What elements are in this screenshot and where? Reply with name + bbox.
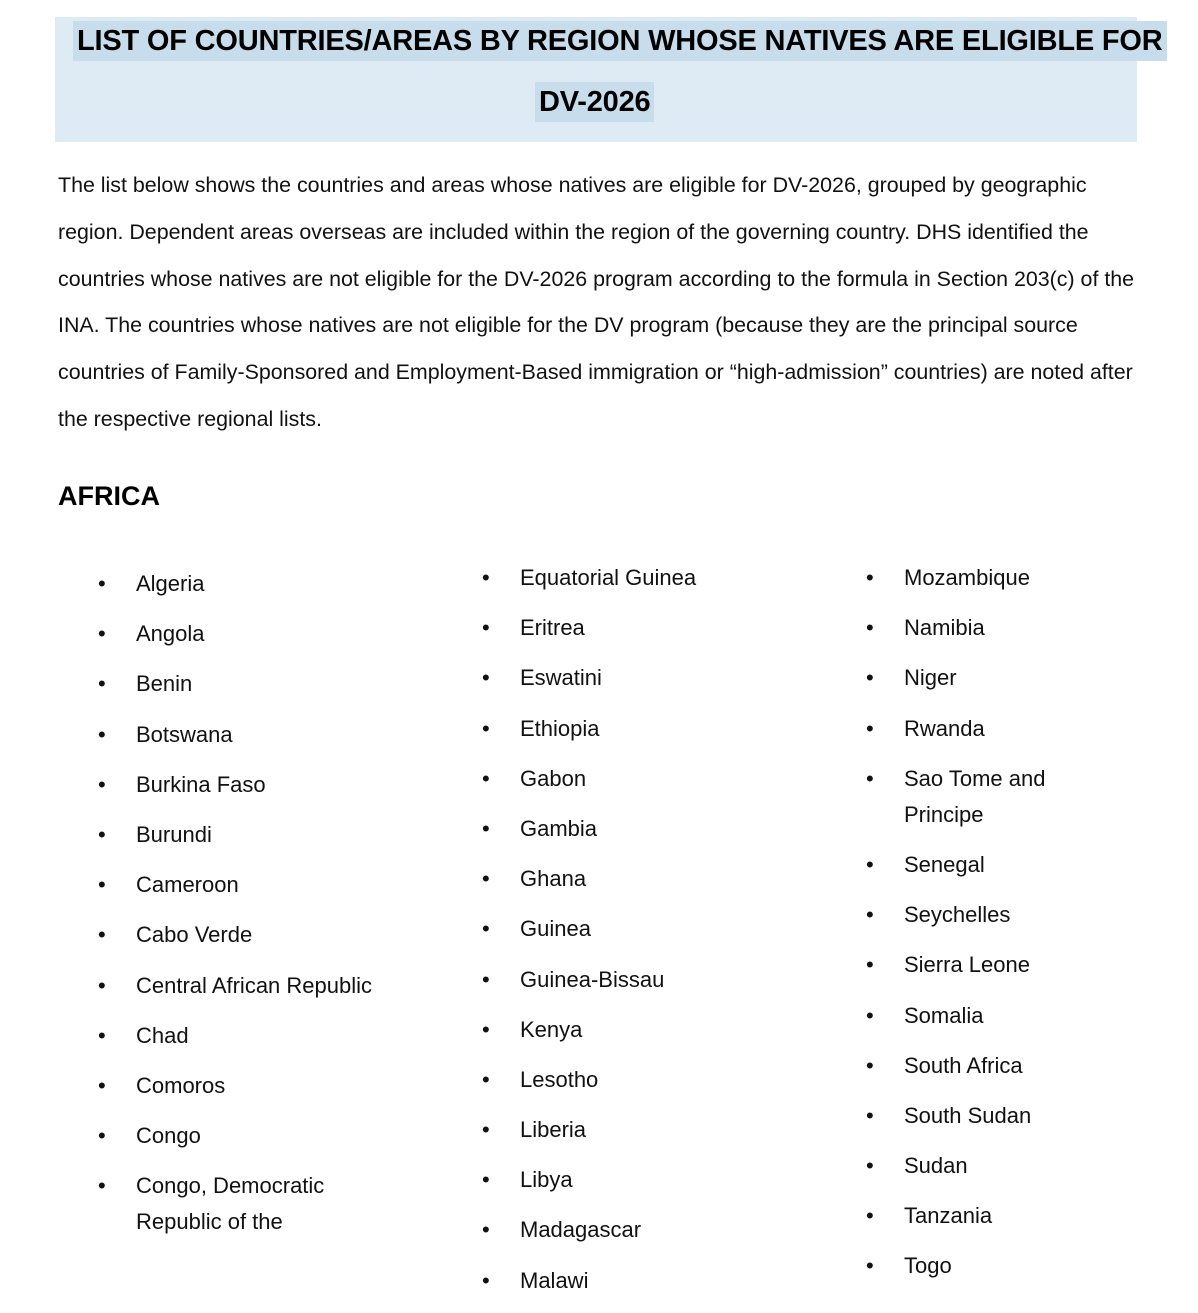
- bullet-icon: •: [482, 615, 490, 641]
- bullet-icon: •: [98, 1173, 106, 1199]
- bullet-icon: •: [866, 1203, 874, 1229]
- page-title-line-1: LIST OF COUNTRIES/AREAS BY REGION WHOSE NATIVES ARE ELIGIBLE FOR: [73, 21, 1167, 61]
- country-list-item: [482, 1112, 800, 1148]
- country-name: Ethiopia: [520, 715, 600, 741]
- country-list-item: [482, 911, 800, 947]
- country-list-item: [98, 1118, 416, 1154]
- country-list-item: [482, 560, 800, 596]
- intro-paragraph: The list below shows the countries and areas whose natives are eligible for DV-2026, grouped by geographic region. Dependent areas overseas are included within the region of the governing country. DHS identified the countries whose natives are not eligible for the DV-2026 program according to the formula in Section 203(c) of the INA. The countries whose natives are not eligible for the DV program (because they are the principal source countries of Family-Sponsored and Employment-Based immigration or “high-admission” countries) are noted after the respective regional lists.: [58, 173, 1135, 431]
- title-banner: [55, 17, 1163, 142]
- country-name: Somalia: [904, 1002, 984, 1028]
- country-name: Guinea-Bissau: [520, 966, 665, 992]
- country-list-item: [866, 1248, 1104, 1284]
- country-list-item: [98, 566, 416, 602]
- bullet-icon: •: [866, 902, 874, 928]
- page-title-line-2: DV-2026: [535, 82, 654, 122]
- country-column-3: [866, 560, 1104, 1299]
- bullet-icon: •: [98, 872, 106, 898]
- country-name: Seychelles: [904, 902, 1011, 928]
- bullet-icon: •: [482, 1217, 490, 1243]
- country-list-item: [98, 1068, 416, 1104]
- country-name: Sudan: [904, 1153, 968, 1179]
- country-name: South Africa: [904, 1052, 1023, 1078]
- bullet-icon: •: [866, 765, 874, 791]
- bullet-icon: •: [482, 765, 490, 791]
- bullet-icon: •: [866, 615, 874, 641]
- country-list-item: [482, 962, 800, 998]
- bullet-icon: •: [98, 1022, 106, 1048]
- bullet-icon: •: [98, 821, 106, 847]
- bullet-icon: •: [98, 972, 106, 998]
- country-list-item: [482, 1162, 800, 1198]
- country-name: Namibia: [904, 615, 985, 641]
- country-name: Malawi: [520, 1267, 589, 1293]
- country-list-item: [98, 767, 416, 803]
- country-name: Libya: [520, 1167, 573, 1193]
- country-name: South Sudan: [904, 1102, 1032, 1128]
- country-list-item: [98, 1018, 416, 1054]
- country-list-item: [98, 867, 416, 903]
- bullet-icon: •: [482, 1167, 490, 1193]
- bullet-icon: •: [482, 565, 490, 590]
- country-name: Niger: [904, 665, 957, 691]
- country-name: Burundi: [136, 821, 212, 847]
- country-name: Cameroon: [136, 872, 239, 898]
- bullet-icon: •: [482, 815, 490, 841]
- bullet-icon: •: [482, 665, 490, 691]
- bullet-icon: •: [98, 671, 106, 697]
- bullet-icon: •: [866, 1153, 874, 1179]
- bullet-icon: •: [98, 1123, 106, 1149]
- bullet-icon: •: [98, 1072, 106, 1098]
- country-name: Liberia: [520, 1117, 587, 1143]
- country-name: Guinea: [520, 916, 591, 942]
- country-name: Eritrea: [520, 615, 585, 641]
- country-column-2: [482, 560, 800, 1313]
- bullet-icon: •: [482, 1016, 490, 1042]
- country-list-item: [866, 1048, 1104, 1084]
- country-list-item: [866, 560, 1104, 596]
- country-name: Sierra Leone: [904, 952, 1030, 978]
- bullet-icon: •: [866, 565, 874, 590]
- country-list-item: [866, 947, 1104, 983]
- country-name: Botswana: [136, 721, 233, 747]
- bullet-icon: •: [866, 952, 874, 978]
- bullet-icon: •: [482, 866, 490, 892]
- country-name: Kenya: [520, 1016, 583, 1042]
- bullet-icon: •: [866, 1002, 874, 1028]
- country-name: Ghana: [520, 866, 587, 892]
- country-name: Central African Republic: [136, 972, 373, 998]
- country-name: Comoros: [136, 1072, 226, 1098]
- region-heading: AFRICA: [58, 481, 160, 511]
- country-name: Rwanda: [904, 715, 985, 741]
- country-list-item: [482, 711, 800, 747]
- country-list-item: [866, 660, 1104, 696]
- country-list-item: [482, 1263, 800, 1299]
- country-list-item: [482, 861, 800, 897]
- country-list-item: [866, 998, 1104, 1034]
- country-list-item: [482, 1062, 800, 1098]
- country-list-item: [482, 811, 800, 847]
- country-name: Burkina Faso: [136, 771, 266, 797]
- country-name: Gabon: [520, 765, 587, 791]
- bullet-icon: •: [482, 715, 490, 741]
- bullet-icon: •: [866, 851, 874, 877]
- bullet-icon: •: [98, 571, 106, 596]
- country-name: Congo, Democratic Republic of the: [136, 1173, 325, 1235]
- country-list-item: [866, 1148, 1104, 1184]
- country-list-item: [866, 761, 1104, 833]
- bullet-icon: •: [98, 721, 106, 747]
- country-list-item: [866, 1198, 1104, 1234]
- country-name: Togo: [904, 1253, 952, 1279]
- country-list-item: [482, 610, 800, 646]
- bullet-icon: •: [866, 1052, 874, 1078]
- country-name: Cabo Verde: [136, 922, 253, 948]
- country-list-item: [98, 968, 416, 1004]
- bullet-icon: •: [98, 922, 106, 948]
- bullet-icon: •: [482, 966, 490, 992]
- country-name: Eswatini: [520, 665, 602, 691]
- country-name: Congo: [136, 1123, 201, 1149]
- country-list-item: [482, 1012, 800, 1048]
- country-list-item: [98, 616, 416, 652]
- bullet-icon: •: [866, 1102, 874, 1128]
- country-list-item: [482, 660, 800, 696]
- country-list-item: [98, 817, 416, 853]
- country-name: Mozambique: [904, 565, 1030, 590]
- bullet-icon: •: [866, 715, 874, 741]
- bullet-icon: •: [482, 916, 490, 942]
- country-list-item: [98, 717, 416, 753]
- country-list-item: [98, 917, 416, 953]
- country-list-item: [98, 1168, 416, 1240]
- country-name: Benin: [136, 671, 193, 697]
- country-name: Angola: [136, 621, 205, 647]
- country-list-item: [482, 1212, 800, 1248]
- bullet-icon: •: [98, 621, 106, 647]
- bullet-icon: •: [866, 665, 874, 691]
- country-name: Gambia: [520, 815, 598, 841]
- country-list-item: [866, 610, 1104, 646]
- country-list-item: [482, 761, 800, 797]
- bullet-icon: •: [482, 1117, 490, 1143]
- bullet-icon: •: [866, 1253, 874, 1279]
- country-list-item: [866, 847, 1104, 883]
- country-name: Lesotho: [520, 1066, 599, 1092]
- bullet-icon: •: [482, 1066, 490, 1092]
- country-name: Chad: [136, 1022, 189, 1048]
- bullet-icon: •: [482, 1267, 490, 1293]
- country-name: Sao Tome and Principe: [904, 765, 1046, 827]
- country-name: Tanzania: [904, 1203, 993, 1229]
- country-name: Equatorial Guinea: [520, 565, 697, 590]
- country-column-1: [98, 566, 416, 1254]
- country-name: Algeria: [136, 571, 205, 596]
- country-list-item: [866, 897, 1104, 933]
- country-list-item: [866, 711, 1104, 747]
- country-name: Madagascar: [520, 1217, 642, 1243]
- bullet-icon: •: [98, 771, 106, 797]
- country-list-item: [98, 666, 416, 702]
- country-name: Senegal: [904, 851, 985, 877]
- country-list-item: [866, 1098, 1104, 1134]
